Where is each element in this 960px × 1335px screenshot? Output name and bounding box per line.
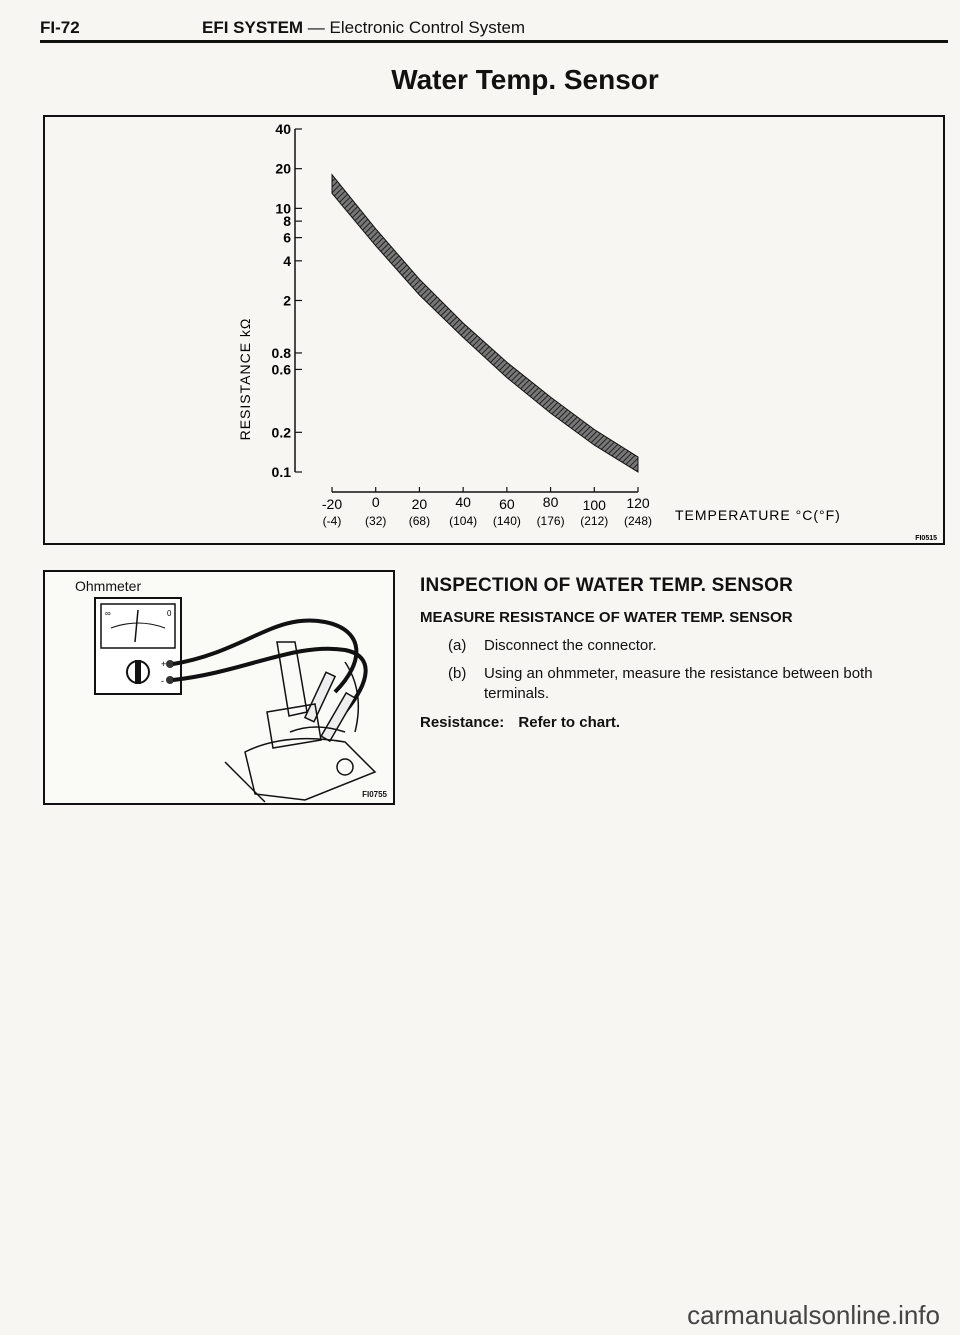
x-tick-label-celsius: 100	[582, 497, 606, 513]
resistance-label: Resistance:	[420, 714, 505, 731]
instructions	[420, 575, 940, 731]
step-a	[448, 636, 940, 656]
y-tick-label: 6	[283, 229, 291, 246]
y-tick-label: 0.1	[271, 464, 291, 480]
y-tick-label: 4	[283, 252, 291, 269]
x-tick-label-celsius: 80	[542, 494, 559, 510]
x-tick-label-fahrenheit: (104)	[449, 514, 478, 528]
ohmmeter-illustration	[43, 570, 395, 805]
step-text: Using an ohmmeter, measure the resistance between both terminals.	[484, 665, 873, 702]
x-tick-label-celsius: 20	[411, 496, 428, 512]
y-tick-label: 40	[275, 121, 291, 137]
y-tick-label: 2	[283, 292, 291, 309]
y-tick-label: 0.2	[271, 424, 291, 441]
x-tick-label-fahrenheit: (68)	[408, 514, 431, 528]
resistance-band	[332, 175, 638, 472]
section-title	[202, 18, 525, 38]
x-tick-label-celsius: 40	[455, 494, 471, 510]
x-tick-label-celsius: 0	[371, 494, 380, 510]
x-tick-label-fahrenheit: (140)	[492, 514, 521, 528]
x-tick-label-celsius: -20	[321, 496, 343, 512]
ohmmeter-label: Ohmmeter	[75, 578, 142, 594]
x-tick-label-fahrenheit: (176)	[536, 514, 565, 528]
y-axis-label: RESISTANCE kΩ	[237, 317, 253, 441]
x-tick-label-fahrenheit: (212)	[580, 514, 609, 528]
section-title-rest: — Electronic Control System	[303, 18, 526, 37]
y-tick-label: 0.8	[271, 344, 291, 361]
y-tick-label: 8	[283, 213, 291, 230]
step-b	[448, 664, 940, 704]
resistance-chart	[45, 117, 943, 543]
watermark: carmanualsonline.info	[687, 1300, 940, 1330]
step-label: (b)	[448, 665, 467, 682]
chart-figure-id: FI0515	[915, 535, 937, 542]
svg-text:∞: ∞	[105, 609, 111, 618]
photo-figure-id: FI0755	[362, 790, 387, 799]
section-title-bold: EFI SYSTEM	[202, 18, 304, 37]
ohmmeter-device	[95, 598, 181, 694]
x-tick-label-fahrenheit: (32)	[365, 514, 387, 528]
resistance-spec	[420, 714, 940, 731]
step-label: (a)	[448, 637, 467, 654]
y-tick-label: 0.6	[271, 361, 291, 378]
y-tick-label: 10	[275, 200, 291, 217]
svg-text:-: -	[161, 676, 164, 686]
chart-frame	[43, 115, 945, 545]
x-tick-label-fahrenheit: (-4)	[322, 514, 342, 528]
inspection-heading: INSPECTION OF WATER TEMP. SENSOR	[420, 575, 794, 596]
x-tick-label-celsius: 120	[626, 495, 650, 511]
page-header	[40, 18, 948, 40]
page-number: FI-72	[40, 18, 80, 37]
header-rule	[40, 40, 948, 43]
x-tick-label-celsius: 60	[499, 496, 515, 512]
ohmmeter-drawing	[45, 572, 393, 803]
measure-subheading: MEASURE RESISTANCE OF WATER TEMP. SENSOR	[420, 609, 793, 626]
svg-text:0: 0	[167, 609, 172, 618]
x-tick-label-fahrenheit: (248)	[623, 514, 653, 528]
step-text: Disconnect the connector.	[484, 637, 657, 654]
svg-text:+: +	[161, 659, 167, 669]
resistance-value: Refer to chart.	[518, 714, 621, 731]
main-title: Water Temp. Sensor	[391, 64, 659, 95]
x-axis-label: TEMPERATURE °C(°F)	[675, 507, 841, 523]
y-tick-label: 20	[275, 160, 291, 177]
